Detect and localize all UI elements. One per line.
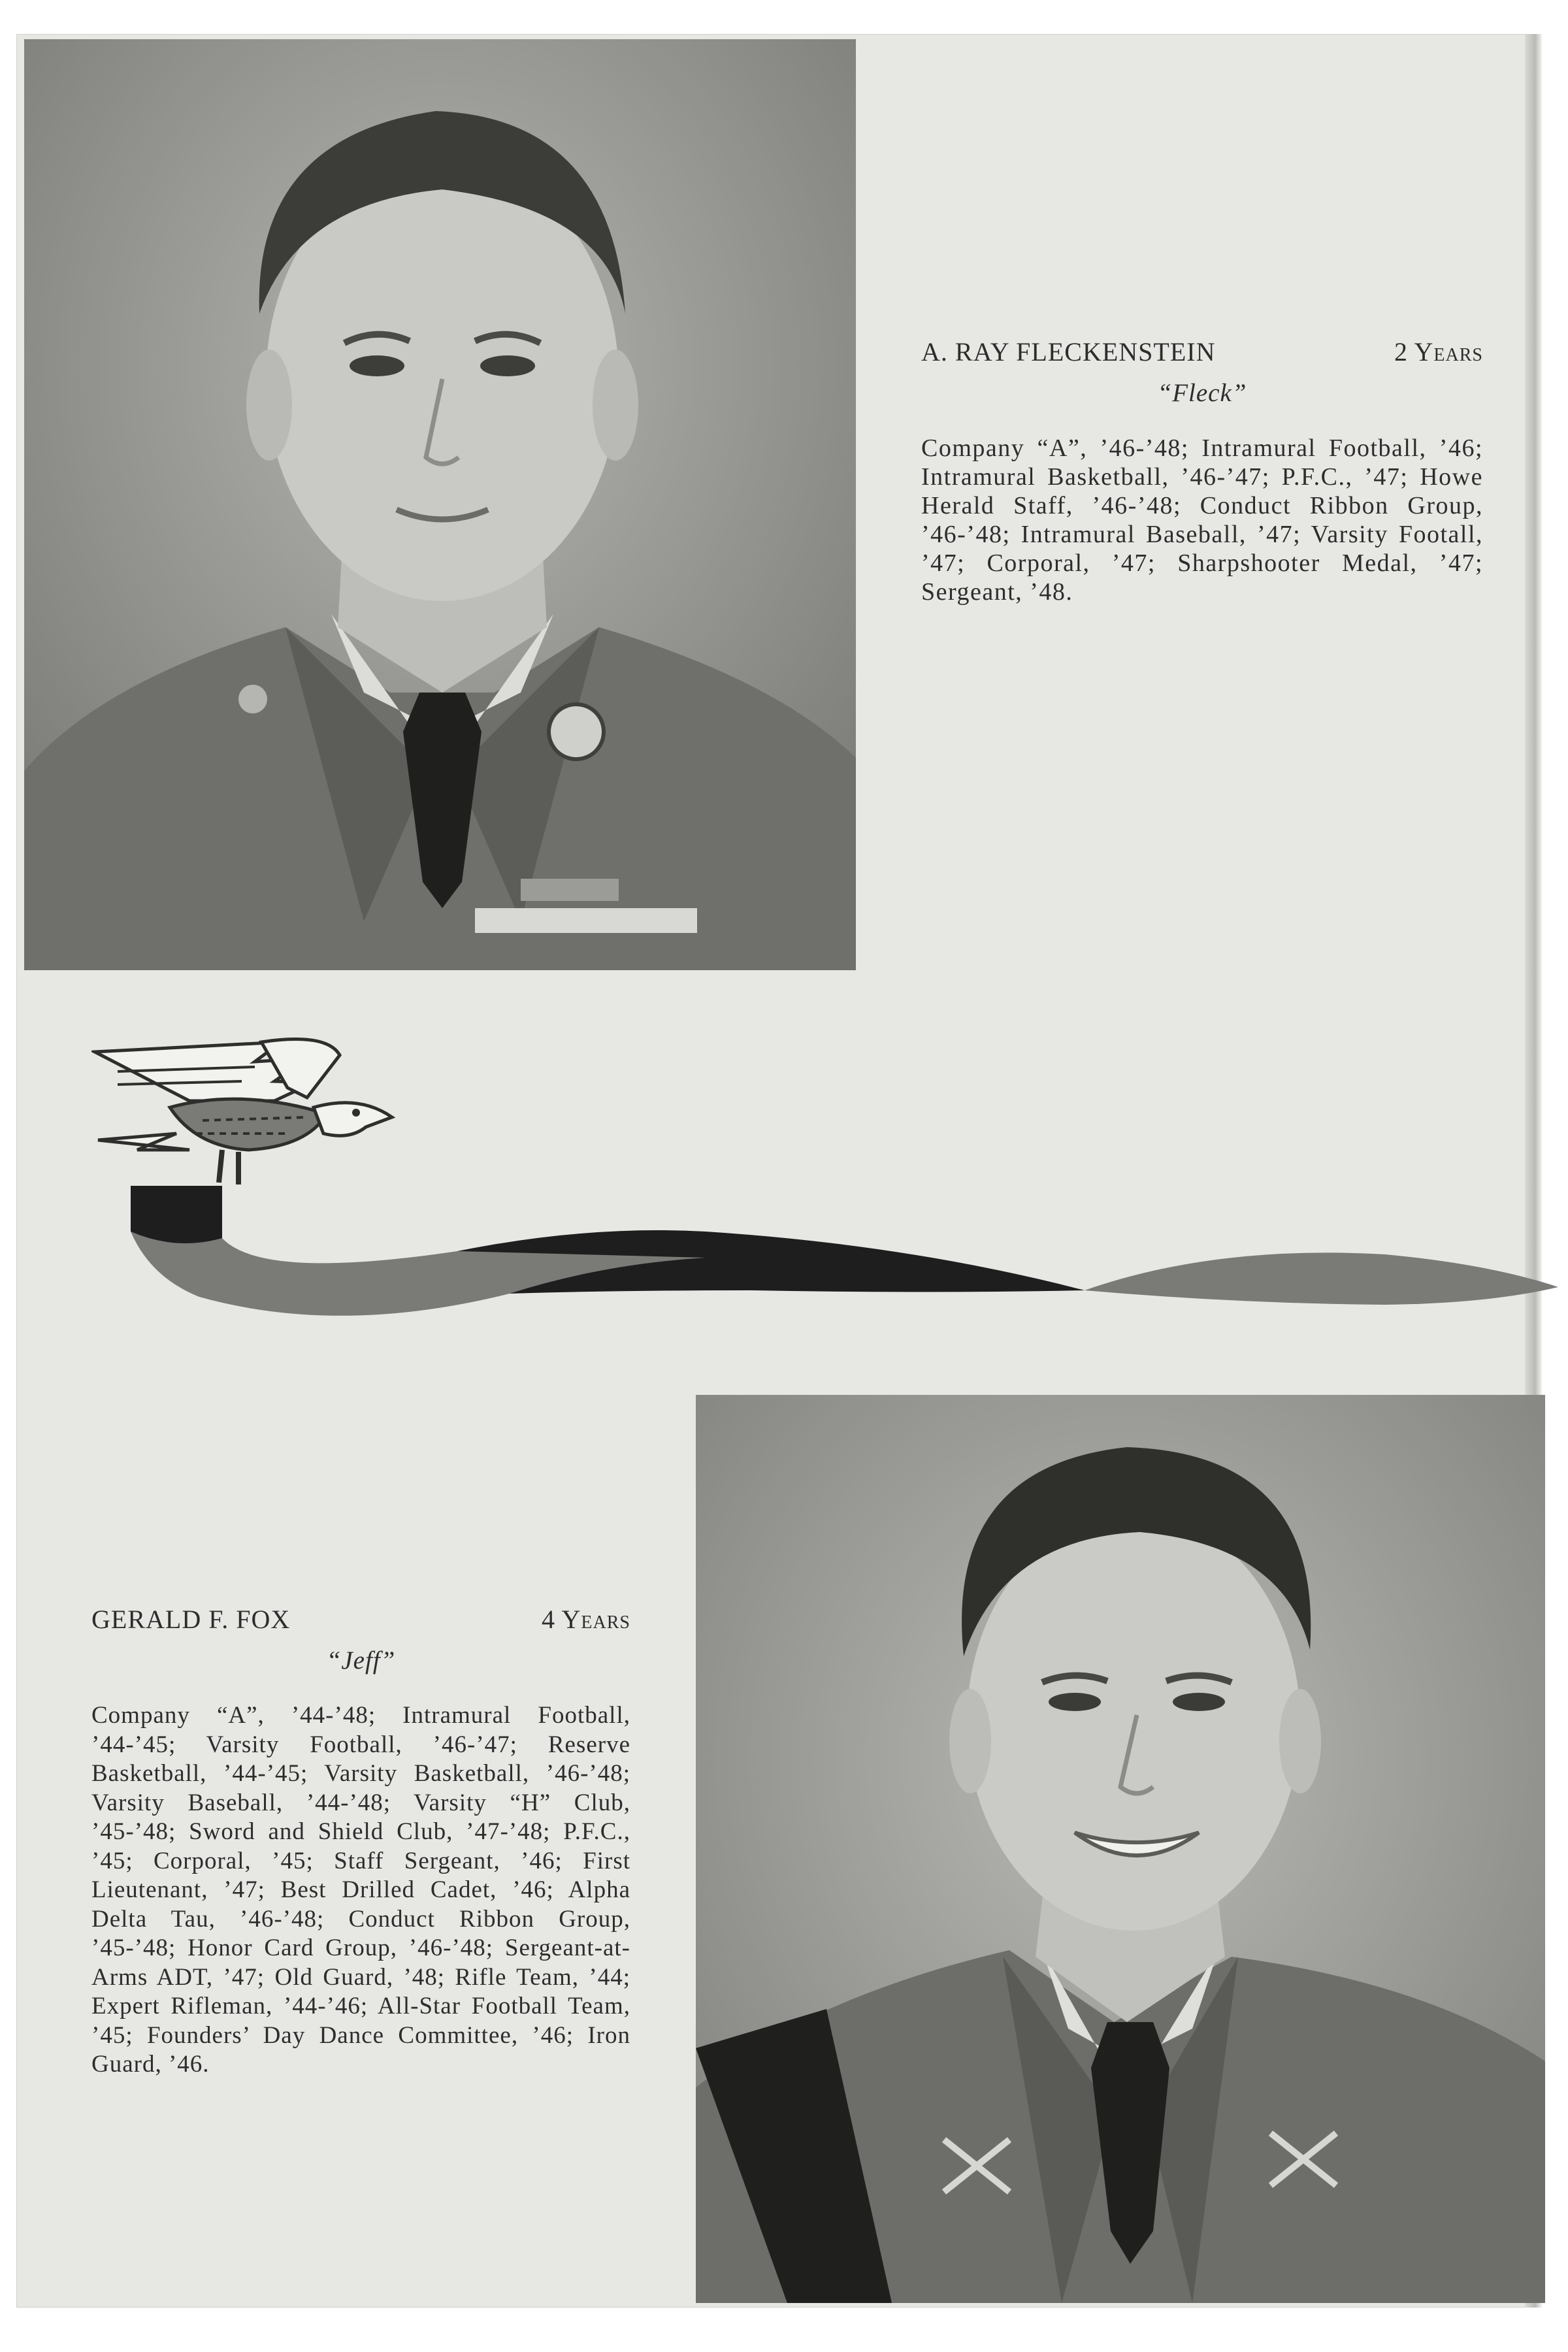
bio-fleckenstein bbox=[921, 336, 1483, 606]
student-nickname: “Jeff” bbox=[326, 1646, 396, 1674]
activity-record: Company “A”, ’46-’48; Intramural Football, ’46; Intramural Basketball, ’46-’47; P.F.C., ’47; Howe Herald Staff, ’46-’48; Conduct Ribbon Group, ’46-’48; Intramural Baseball, ’47; Varsity Footall, ’47; Corporal, ’47; Sharpshooter Medal, ’47; Sergeant, ’48. bbox=[921, 434, 1483, 606]
name-row bbox=[921, 336, 1483, 368]
student-name: GERALD F. FOX bbox=[91, 1605, 291, 1634]
student-name: A. RAY FLECKENSTEIN bbox=[921, 337, 1216, 367]
eagle-with-ribbon-icon bbox=[91, 1036, 1558, 1330]
eagle-ribbon-divider bbox=[91, 1036, 1558, 1330]
bio-fox bbox=[91, 1604, 630, 2080]
activity-record: Company “A”, ’44-’48; Intramural Football, ’44-’45; Varsity Football, ’46-’47; Reserve Basketball, ’44-’45; Varsity Basketball, ’46-’48; Varsity Baseball, ’44-’48; Varsity “H” Club, ’45-’48; Sword and Shield Club, ’47-’48; P.F.C., ’45; Corporal, ’45; Staff Sergeant, ’46; First Lieutenant, ’47; Best Drilled Cadet, ’46; Alpha Delta Tau, ’46-’48; Conduct Ribbon Group, ’45-’48; Honor Card Group, ’46-’48; Sergeant-at-Arms ADT, ’47; Old Guard, ’48; Rifle Team, ’44; Expert Rifleman, ’44-’46; All-Star Football Team, ’45; Founders’ Day Dance Committee, ’46; Iron Guard, ’46. bbox=[91, 1702, 630, 2078]
portrait-fox-image bbox=[696, 1395, 1545, 2303]
portrait-fleckenstein-image bbox=[24, 39, 856, 970]
years-attended: 4 Years bbox=[542, 1605, 630, 1634]
portrait-fleckenstein bbox=[24, 39, 856, 970]
name-row bbox=[91, 1604, 630, 1635]
portrait-fox bbox=[696, 1395, 1545, 2303]
years-attended: 2 Years bbox=[1394, 337, 1483, 367]
student-nickname: “Fleck” bbox=[1157, 379, 1247, 407]
